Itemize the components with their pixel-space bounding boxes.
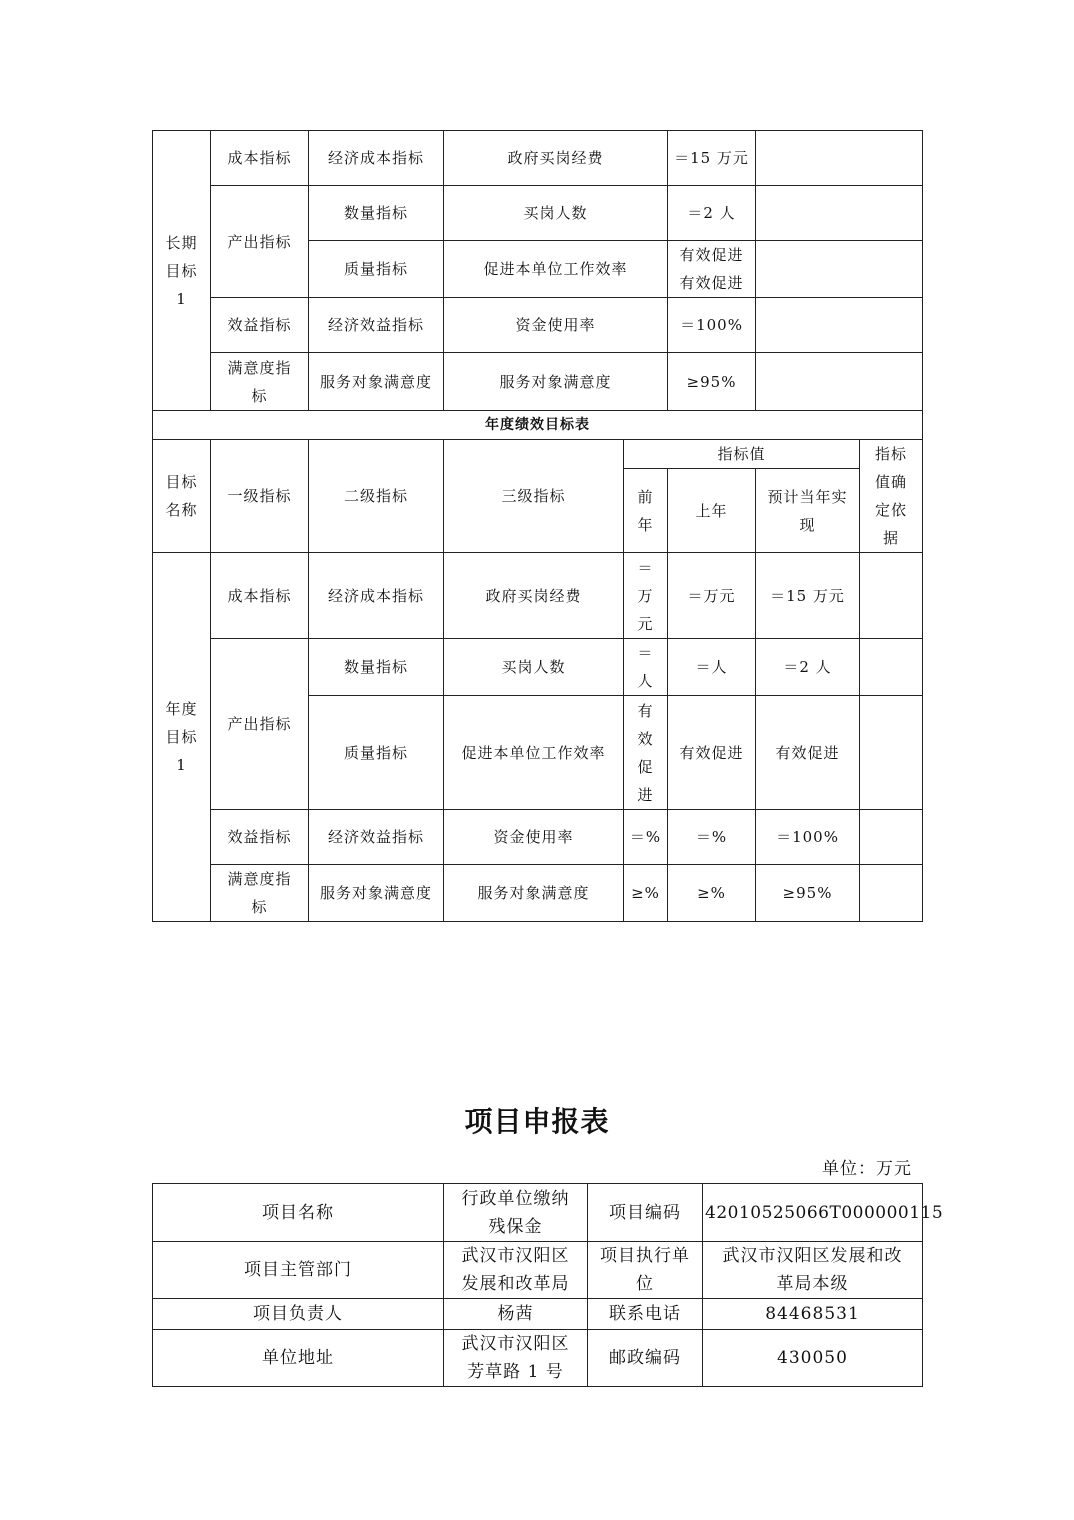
level3-cell: 资金使用率 — [444, 298, 668, 353]
header-indicator-value: 指标值 — [624, 440, 860, 469]
level2-cell: 质量指标 — [309, 696, 444, 810]
level3-cell: 资金使用率 — [444, 810, 624, 865]
prev-year-cell: 有 效 促 进 — [624, 696, 668, 810]
header-level1: 一级指标 — [211, 440, 309, 553]
level2-cell: 经济成本指标 — [309, 131, 444, 186]
basis-cell — [756, 241, 923, 298]
performance-target-table — [152, 130, 923, 922]
level3-cell: 政府买岗经费 — [444, 131, 668, 186]
unit-label: 单位：万元 — [822, 1159, 912, 1179]
prev-year-cell: ＝ 人 — [624, 639, 668, 696]
level1-cell: 效益指标 — [211, 810, 309, 865]
last-year-cell: ＝人 — [668, 639, 756, 696]
last-year-cell: 有效促进 — [668, 696, 756, 810]
last-year-cell: ＝万元 — [668, 553, 756, 639]
basis-cell — [860, 696, 923, 810]
section-title: 年度绩效目标表 — [153, 411, 923, 440]
long-term-target-name: 长期 目标 1 — [153, 131, 211, 411]
level2-cell: 服务对象满意度 — [309, 353, 444, 411]
project-code-value: 42010525066T000000115 — [703, 1184, 923, 1242]
report-title: 项目申报表 — [464, 1105, 610, 1138]
owner-label: 项目负责人 — [153, 1299, 444, 1330]
exec-unit-value: 武汉市汉阳区发展和改 革局本级 — [703, 1242, 923, 1299]
phone-label: 联系电话 — [588, 1299, 703, 1330]
expected-cell: ＝2 人 — [756, 639, 860, 696]
basis-cell — [756, 131, 923, 186]
level1-cell: 满意度指 标 — [211, 865, 309, 922]
dept-label: 项目主管部门 — [153, 1242, 444, 1299]
owner-value: 杨茜 — [444, 1299, 588, 1330]
header-last-year: 上年 — [668, 469, 756, 553]
level2-cell: 服务对象满意度 — [309, 865, 444, 922]
header-level2: 二级指标 — [309, 440, 444, 553]
header-expected: 预计当年实 现 — [756, 469, 860, 553]
project-code-label: 项目编码 — [588, 1184, 703, 1242]
value-cell: ＝15 万元 — [668, 131, 756, 186]
basis-cell — [860, 865, 923, 922]
level3-cell: 促进本单位工作效率 — [444, 696, 624, 810]
level2-cell: 质量指标 — [309, 241, 444, 298]
level2-cell: 数量指标 — [309, 186, 444, 241]
basis-cell — [860, 639, 923, 696]
exec-unit-label: 项目执行单 位 — [588, 1242, 703, 1299]
value-cell: ＝100% — [668, 298, 756, 353]
level2-cell: 经济效益指标 — [309, 810, 444, 865]
basis-cell — [860, 810, 923, 865]
postcode-label: 邮政编码 — [588, 1330, 703, 1387]
value-cell: ＝2 人 — [668, 186, 756, 241]
header-basis: 指标 值确 定依 据 — [860, 440, 923, 553]
expected-cell: 有效促进 — [756, 696, 860, 810]
basis-cell — [860, 553, 923, 639]
last-year-cell: ≥% — [668, 865, 756, 922]
annual-target-name: 年度 目标 1 — [153, 553, 211, 922]
header-target-name: 目标 名称 — [153, 440, 211, 553]
last-year-cell: ＝% — [668, 810, 756, 865]
level3-cell: 政府买岗经费 — [444, 553, 624, 639]
basis-cell — [756, 186, 923, 241]
level1-cell: 效益指标 — [211, 298, 309, 353]
basis-cell — [756, 353, 923, 411]
value-cell: 有效促进 有效促进 — [668, 241, 756, 298]
level3-cell: 服务对象满意度 — [444, 353, 668, 411]
level3-cell: 买岗人数 — [444, 639, 624, 696]
postcode-value: 430050 — [703, 1330, 923, 1387]
level3-cell: 服务对象满意度 — [444, 865, 624, 922]
level2-cell: 数量指标 — [309, 639, 444, 696]
address-value: 武汉市汉阳区 芳草路 1 号 — [444, 1330, 588, 1387]
level3-cell: 促进本单位工作效率 — [444, 241, 668, 298]
header-prev-year: 前 年 — [624, 469, 668, 553]
prev-year-cell: ≥% — [624, 865, 668, 922]
level1-cell: 成本指标 — [211, 131, 309, 186]
level1-cell: 满意度指 标 — [211, 353, 309, 411]
prev-year-cell: ＝ 万 元 — [624, 553, 668, 639]
level1-cell: 产出指标 — [211, 186, 309, 298]
expected-cell: ＝15 万元 — [756, 553, 860, 639]
level3-cell: 买岗人数 — [444, 186, 668, 241]
header-level3: 三级指标 — [444, 440, 624, 553]
address-label: 单位地址 — [153, 1330, 444, 1387]
expected-cell: ≥95% — [756, 865, 860, 922]
project-name-value: 行政单位缴纳 残保金 — [444, 1184, 588, 1242]
project-name-label: 项目名称 — [153, 1184, 444, 1242]
basis-cell — [756, 298, 923, 353]
level2-cell: 经济成本指标 — [309, 553, 444, 639]
level1-cell: 产出指标 — [211, 639, 309, 810]
prev-year-cell: ＝% — [624, 810, 668, 865]
project-report-table — [152, 1183, 944, 1387]
phone-value: 84468531 — [703, 1299, 923, 1330]
value-cell: ≥95% — [668, 353, 756, 411]
level2-cell: 经济效益指标 — [309, 298, 444, 353]
dept-value: 武汉市汉阳区 发展和改革局 — [444, 1242, 588, 1299]
expected-cell: ＝100% — [756, 810, 860, 865]
level1-cell: 成本指标 — [211, 553, 309, 639]
